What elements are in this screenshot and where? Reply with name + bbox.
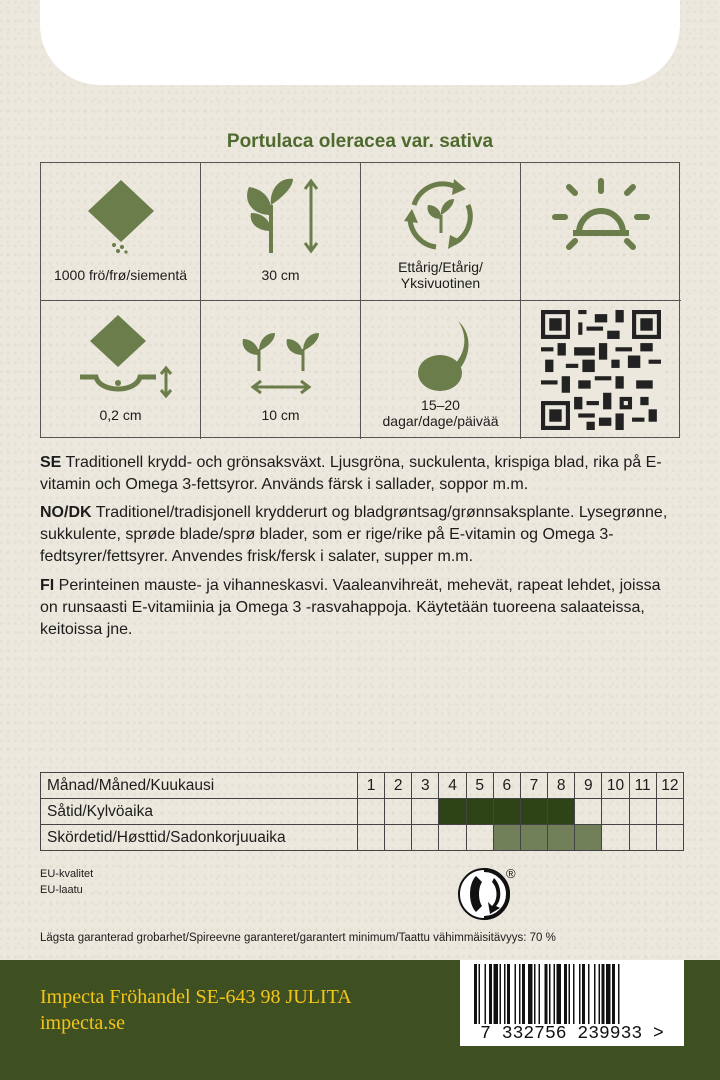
- harvest-month-7: [520, 825, 547, 851]
- sow-month-2: [385, 799, 412, 825]
- eu-quality-fi: EU-laatu: [40, 884, 83, 896]
- sow-month-5: [466, 799, 493, 825]
- month-1: 1: [357, 773, 384, 799]
- barcode-bar: [474, 964, 477, 1024]
- barcode-bar: [606, 964, 611, 1024]
- harvest-month-12: [656, 825, 683, 851]
- qr-code-icon[interactable]: [541, 310, 661, 430]
- barcode-bars: [460, 964, 684, 1028]
- footer-website[interactable]: impecta.se: [40, 1012, 125, 1034]
- germination-days: 15–20: [421, 397, 460, 413]
- description-se-text: Traditionell krydd- och grönsaksväxt. Ljusgröna, suckulenta, krispiga blad, rika på E-vitamin och Omega 3-fettsyror. Används färsk i sallader, soppor m.m.: [40, 454, 662, 493]
- plant-spacing-icon: [231, 313, 331, 399]
- month-12: 12: [656, 773, 683, 799]
- barcode-bar: [618, 964, 620, 1024]
- barcode-bar: [485, 964, 487, 1024]
- sun-icon: [551, 175, 651, 265]
- hanger-tab: [40, 0, 680, 85]
- sow-month-11: [629, 799, 656, 825]
- barcode: [460, 960, 684, 1046]
- registered-mark: ®: [506, 866, 516, 881]
- cell-annual: [361, 163, 521, 301]
- barcode-bar: [612, 964, 615, 1024]
- barcode-bar: [534, 964, 536, 1024]
- lang-code-fi: FI: [40, 577, 55, 594]
- annual-cycle-icon: [396, 175, 486, 255]
- harvest-month-2: [385, 825, 412, 851]
- month-2: 2: [385, 773, 412, 799]
- sow-month-8: [548, 799, 575, 825]
- cell-spacing: [201, 301, 361, 439]
- barcode-bar: [582, 964, 585, 1024]
- barcode-bar: [507, 964, 510, 1024]
- barcode-bar: [519, 964, 521, 1024]
- month-4: 4: [439, 773, 466, 799]
- description-fi: [40, 575, 680, 641]
- harvest-month-9: [575, 825, 602, 851]
- month-3: 3: [412, 773, 439, 799]
- height-label: 30 cm: [261, 267, 300, 283]
- barcode-bar: [588, 964, 590, 1024]
- harvest-label: Skördetid/Høsttid/Sadonkorjuuaika: [41, 825, 358, 851]
- harvest-month-4: [439, 825, 466, 851]
- description-fi-text: Perinteinen mauste- ja vihanneskasvi. Vaaleanvihreät, mehevät, rapeat lehdet, joissa on runsaasti E-vitamiinia ja Omega 3 -rasvahappoja. Käytetään tuoreena salaateissa, keitoissa jne.: [40, 577, 661, 638]
- month-7: 7: [520, 773, 547, 799]
- sowing-depth-icon: [66, 313, 176, 399]
- sow-label: Såtid/Kylvöaika: [41, 799, 358, 825]
- harvest-month-3: [412, 825, 439, 851]
- description-no: [40, 502, 680, 568]
- barcode-bar: [599, 964, 601, 1024]
- harvest-month-1: [357, 825, 384, 851]
- barcode-bar: [573, 964, 575, 1024]
- sowing-depth-label: 0,2 cm: [99, 407, 142, 423]
- harvest-month-10: [602, 825, 629, 851]
- barcode-bar: [494, 964, 499, 1024]
- barcode-bar: [500, 964, 502, 1024]
- month-9: 9: [575, 773, 602, 799]
- cell-germination: [361, 301, 521, 439]
- month-5: 5: [466, 773, 493, 799]
- sow-month-1: [357, 799, 384, 825]
- barcode-bar: [564, 964, 567, 1024]
- calendar-header-row: [41, 773, 684, 799]
- harvest-month-5: [466, 825, 493, 851]
- barcode-bar: [554, 964, 556, 1024]
- latin-name: Portulaca oleracea var. sativa: [226, 131, 494, 152]
- cell-sun: [521, 163, 681, 301]
- sow-month-10: [602, 799, 629, 825]
- month-11: 11: [629, 773, 656, 799]
- barcode-bar: [489, 964, 492, 1024]
- sowing-calendar: [40, 772, 684, 851]
- harvest-month-11: [629, 825, 656, 851]
- sow-month-7: [520, 799, 547, 825]
- seed-packet-icon: [76, 175, 166, 255]
- calendar-sow-row: [41, 799, 684, 825]
- sow-month-9: [575, 799, 602, 825]
- month-10: 10: [602, 773, 629, 799]
- barcode-bar: [549, 964, 551, 1024]
- seed-count-label: 1000 frö/frø/siementä: [53, 267, 188, 283]
- germination-guarantee: Lägsta garanterad grobarhet/Spireevne garanteret/garantert minimum/Taattu vähimmäisitävyys: 70 %: [40, 932, 556, 944]
- barcode-bar: [504, 964, 506, 1024]
- barcode-number: 7 332756 239933 >: [480, 1024, 664, 1044]
- harvest-month-8: [548, 825, 575, 851]
- cell-sowing-depth: [41, 301, 201, 439]
- sow-month-4: [439, 799, 466, 825]
- description-no-text: Traditionel/tradisjonell krydderurt og bladgrøntsag/grønnsaksplante. Lysegrønne, sukkulente, sprøde blade/sprø blader, som er rige/rike på E-vitamin og Omega 3-fedtsyrer/fettsyrer. Anvendes frisk/fersk i salater, supper m.m.: [40, 504, 668, 565]
- barcode-bar: [515, 964, 517, 1024]
- eu-quality-sv: EU-kvalitet: [40, 868, 94, 880]
- barcode-bar: [539, 964, 541, 1024]
- plant-height-icon: [231, 175, 331, 255]
- sow-month-12: [656, 799, 683, 825]
- barcode-bar: [602, 964, 605, 1024]
- germination-unit: dagar/dage/päivää: [382, 413, 499, 429]
- sow-month-6: [493, 799, 520, 825]
- month-header: Månad/Måned/Kuukausi: [41, 773, 358, 799]
- annual-label: [361, 259, 520, 291]
- description-se: [40, 452, 680, 496]
- barcode-bar: [557, 964, 562, 1024]
- eu-quality: [40, 866, 93, 898]
- month-8: 8: [548, 773, 575, 799]
- month-6: 6: [493, 773, 520, 799]
- calendar-harvest-row: [41, 825, 684, 851]
- germination-seed-icon: [396, 313, 486, 399]
- icon-grid: [40, 162, 680, 438]
- lang-code-se: SE: [40, 454, 62, 471]
- cell-height: [201, 163, 361, 301]
- spacing-label: 10 cm: [261, 407, 300, 423]
- barcode-bar: [522, 964, 525, 1024]
- annual-label-line1: Ettårig/Etårig/: [398, 259, 483, 275]
- barcode-bar: [479, 964, 481, 1024]
- cell-seed-count: [41, 163, 201, 301]
- annual-label-line2: Yksivuotinen: [400, 275, 481, 291]
- sow-month-3: [412, 799, 439, 825]
- cell-qr: [521, 301, 681, 439]
- barcode-bar: [569, 964, 571, 1024]
- barcode-bar: [579, 964, 581, 1024]
- barcode-bar: [545, 964, 548, 1024]
- harvest-month-6: [493, 825, 520, 851]
- barcode-bar: [594, 964, 596, 1024]
- lang-code-no: NO/DK: [40, 504, 92, 521]
- germination-label: [361, 397, 520, 429]
- barcode-bar: [528, 964, 533, 1024]
- footer-address: Impecta Fröhandel SE-643 98 JULITA: [40, 986, 352, 1008]
